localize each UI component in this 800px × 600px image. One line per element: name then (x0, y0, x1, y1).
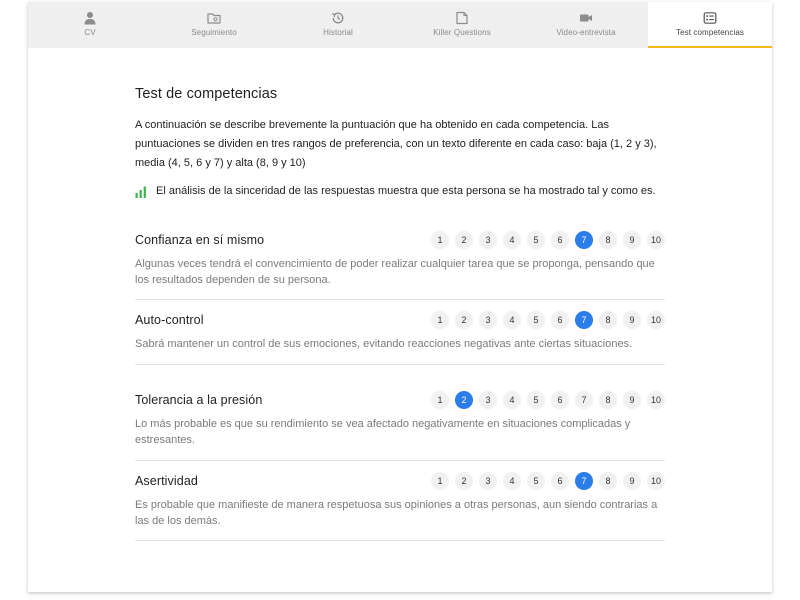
score-value: 8 (599, 391, 617, 409)
score-scale (425, 472, 665, 490)
sincerity-text: El análisis de la sinceridad de las respuestas muestra que esta persona se ha mostrado tal y como es. (156, 185, 656, 197)
competency-name: Auto-control (135, 313, 204, 327)
tab-label: Test competencias (676, 28, 744, 37)
score-value: 6 (551, 472, 569, 490)
score-value: 10 (647, 391, 665, 409)
score-value: 5 (527, 311, 545, 329)
score-value: 2 (455, 231, 473, 249)
score-value: 4 (503, 311, 521, 329)
competency-header (135, 309, 665, 331)
competency-description: Algunas veces tendrá el convencimiento de poder realizar cualquier tarea que se proponga, pensando que los resultados dependen de su persona. (135, 258, 655, 286)
score-value: 2 (455, 311, 473, 329)
competency-list (135, 229, 665, 541)
score-value: 2 (455, 472, 473, 490)
tab-label: Killer Questions (433, 28, 491, 37)
tab-killer-questions[interactable] (400, 2, 524, 48)
checklist-icon (703, 11, 717, 25)
competency-name: Confianza en sí mismo (135, 233, 265, 247)
signal-bars-icon (135, 186, 147, 198)
score-value: 3 (479, 472, 497, 490)
page-title: Test de competencias (135, 86, 278, 102)
score-value: 4 (503, 472, 521, 490)
score-value: 5 (527, 231, 545, 249)
score-value: 1 (431, 231, 449, 249)
intro-text: A continuación se describe brevemente la puntuación que ha obtenido en cada competencia. Las puntuaciones se dividen en tres rangos de preferencia, con un texto diferente en cada caso: baja (1, 2 y 3), media (4, 5, 6 y 7) y alta (8, 9 y 10) (135, 119, 657, 169)
score-value: 10 (647, 311, 665, 329)
score-scale (425, 231, 665, 249)
score-value: 3 (479, 391, 497, 409)
competency-item (135, 300, 665, 365)
score-value-selected: 7 (575, 231, 593, 249)
score-value: 4 (503, 231, 521, 249)
competency-header (135, 470, 665, 492)
score-value: 5 (527, 472, 545, 490)
tab-label: CV (84, 28, 96, 37)
sincerity-note (135, 183, 665, 199)
file-icon (455, 11, 469, 25)
score-value: 3 (479, 231, 497, 249)
score-value: 1 (431, 472, 449, 490)
tab-historial[interactable] (276, 2, 400, 48)
user-icon (83, 11, 97, 25)
tab-video-entrevista[interactable] (524, 2, 648, 48)
score-value: 6 (551, 311, 569, 329)
score-value: 4 (503, 391, 521, 409)
score-value: 6 (551, 391, 569, 409)
score-value-selected: 7 (575, 472, 593, 490)
competency-description: Sabrá mantener un control de sus emociones, evitando reacciones negativas ante ciertas situaciones. (135, 338, 633, 350)
competency-name: Tolerancia a la presión (135, 393, 263, 407)
score-value: 1 (431, 311, 449, 329)
score-scale (425, 311, 665, 329)
competency-item (135, 229, 665, 300)
competency-header (135, 389, 665, 411)
score-value: 7 (575, 391, 593, 409)
folder-icon (207, 11, 221, 25)
tab-label: Video-entrevista (556, 28, 616, 37)
score-value: 10 (647, 231, 665, 249)
app-window (28, 2, 772, 592)
main-content (135, 86, 665, 541)
score-value-selected: 2 (455, 391, 473, 409)
competency-item (135, 365, 665, 461)
score-value: 5 (527, 391, 545, 409)
score-value: 3 (479, 311, 497, 329)
video-camera-icon (579, 11, 593, 25)
score-scale (425, 391, 665, 409)
score-value: 9 (623, 391, 641, 409)
score-value: 10 (647, 472, 665, 490)
score-value: 9 (623, 231, 641, 249)
competency-name: Asertividad (135, 474, 198, 488)
competency-item (135, 461, 665, 541)
score-value: 8 (599, 472, 617, 490)
tab-cv[interactable] (28, 2, 152, 48)
tab-label: Historial (323, 28, 353, 37)
score-value-selected: 7 (575, 311, 593, 329)
score-value: 6 (551, 231, 569, 249)
history-icon (331, 11, 345, 25)
tab-seguimiento[interactable] (152, 2, 276, 48)
competency-header (135, 229, 665, 251)
score-value: 9 (623, 311, 641, 329)
score-value: 8 (599, 231, 617, 249)
score-value: 8 (599, 311, 617, 329)
tab-label: Seguimiento (191, 28, 237, 37)
competency-description: Lo más probable es que su rendimiento se vea afectado negativamente en situaciones complicadas y estresantes. (135, 418, 631, 446)
score-value: 1 (431, 391, 449, 409)
competency-description: Es probable que manifieste de manera respetuosa sus opiniones a otras personas, aun siendo contrarias a las de los demás. (135, 499, 658, 527)
tab-bar (28, 2, 772, 48)
score-value: 9 (623, 472, 641, 490)
tab-test-competencias[interactable] (648, 2, 772, 48)
